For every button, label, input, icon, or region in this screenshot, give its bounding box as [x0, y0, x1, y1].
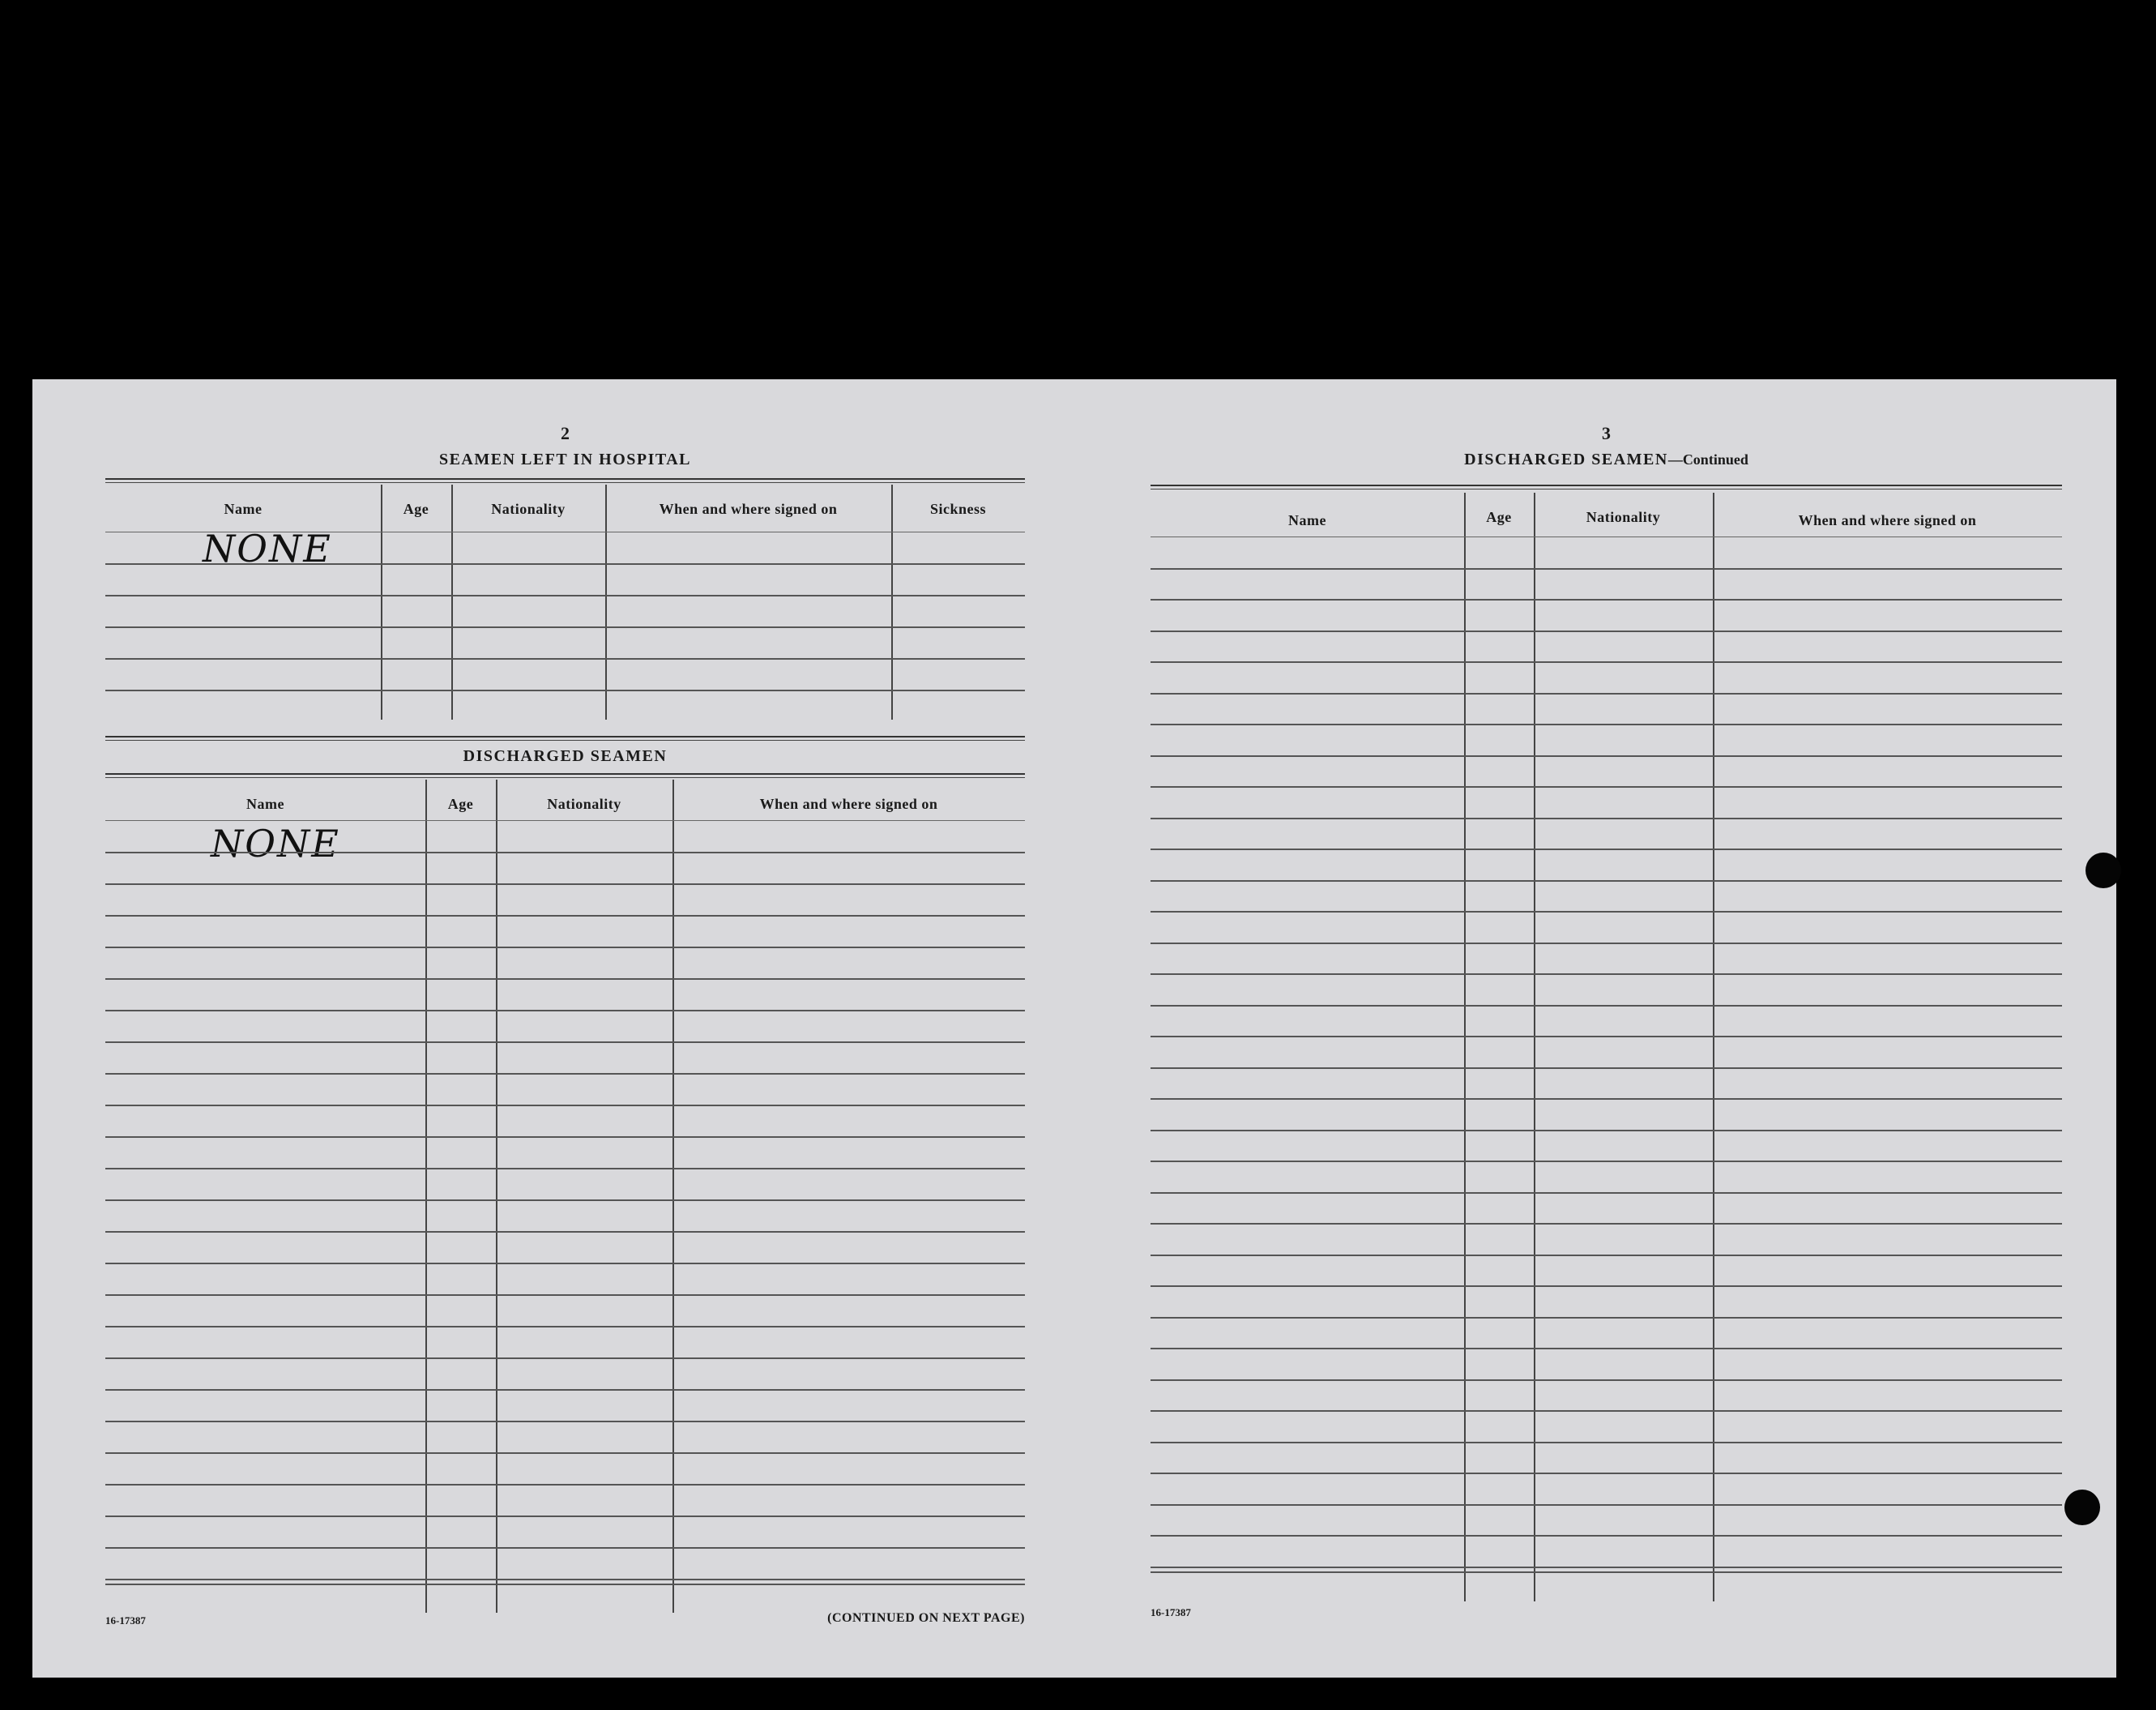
column-separator	[1713, 493, 1714, 1601]
punch-hole	[2064, 1490, 2100, 1525]
double-rule	[1151, 485, 2062, 489]
form-code: 16-17387	[105, 1614, 146, 1627]
table-row	[1151, 1379, 2062, 1381]
table-row	[1151, 786, 2062, 788]
table-row	[1151, 1317, 2062, 1319]
table-row	[1151, 849, 2062, 850]
table-row	[105, 1294, 1025, 1296]
header-name: Name	[1288, 512, 1326, 528]
table-row	[105, 1105, 1025, 1106]
hospital-table	[105, 485, 1025, 728]
table-row	[1151, 818, 2062, 819]
table-row	[105, 820, 1025, 821]
hospital-section-title: SEAMEN LEFT IN HOSPITAL	[438, 451, 692, 468]
table-row	[105, 1199, 1025, 1201]
table-row	[1151, 1410, 2062, 1412]
column-separator	[381, 485, 382, 720]
table-row	[105, 595, 1025, 596]
double-rule	[105, 736, 1025, 741]
table-row	[105, 690, 1025, 691]
form-code: 16-17387	[1151, 1606, 1191, 1618]
table-row	[1151, 880, 2062, 882]
table-row	[105, 1547, 1025, 1549]
table-row	[1151, 1473, 2062, 1474]
table-row	[105, 563, 1025, 565]
table-row	[1151, 599, 2062, 601]
punch-hole	[2086, 853, 2121, 888]
table-row	[105, 883, 1025, 885]
table-row	[1151, 755, 2062, 757]
column-separator	[605, 485, 607, 720]
column-separator	[672, 780, 674, 1613]
table-row	[1151, 1504, 2062, 1506]
column-separator	[496, 780, 497, 1613]
page-number: 3	[1602, 423, 1611, 443]
header-when-where-signed-on: When and where signed on	[659, 501, 838, 517]
table-row	[1151, 1067, 2062, 1069]
table-row	[1151, 943, 2062, 944]
header-name: Name	[224, 501, 263, 517]
table-row	[105, 1579, 1025, 1580]
form-sheet	[32, 379, 2116, 1678]
table-row	[1151, 1442, 2062, 1443]
table-row	[1151, 1348, 2062, 1349]
table-row	[105, 1041, 1025, 1043]
table-row	[105, 1073, 1025, 1075]
handwritten-entry: NONE	[211, 822, 340, 866]
table-row	[1151, 1161, 2062, 1162]
table-row	[1151, 911, 2062, 913]
header-nationality: Nationality	[491, 501, 566, 517]
table-row	[105, 1389, 1025, 1391]
table-row	[1151, 1567, 2062, 1568]
table-row	[105, 1357, 1025, 1359]
table-row	[1151, 1036, 2062, 1037]
header-when-where-signed-on: When and where signed on	[1798, 512, 1977, 528]
table-row	[105, 658, 1025, 660]
table-row	[105, 1168, 1025, 1169]
table-row	[105, 1010, 1025, 1011]
discharged-continued-title	[1151, 451, 2062, 469]
column-separator	[1534, 493, 1535, 1601]
table-row	[105, 1421, 1025, 1422]
table-row	[105, 852, 1025, 853]
header-age: Age	[1486, 509, 1512, 525]
discharged-section-title: DISCHARGED SEAMEN	[463, 747, 668, 765]
header-sickness: Sickness	[929, 501, 987, 517]
table-row	[1151, 1285, 2062, 1287]
table-row	[1151, 631, 2062, 632]
column-separator	[1464, 493, 1466, 1601]
table-row	[105, 1231, 1025, 1233]
table-row	[1151, 1535, 2062, 1537]
page-number: 2	[561, 423, 570, 443]
table-row	[105, 1452, 1025, 1454]
table-row	[105, 1136, 1025, 1138]
double-rule	[105, 478, 1025, 483]
handwritten-entry: NONE	[203, 527, 332, 571]
header-age: Age	[447, 796, 474, 812]
column-separator	[451, 485, 453, 720]
header-age: Age	[403, 501, 429, 517]
table-row	[105, 915, 1025, 917]
table-row	[1151, 568, 2062, 570]
table-row	[105, 1515, 1025, 1517]
discharged-continued-table	[1151, 493, 2062, 1611]
table-row	[1151, 973, 2062, 975]
title-suffix: —Continued	[1667, 451, 1748, 468]
table-row	[1151, 724, 2062, 725]
table-bottom-rule	[105, 1584, 1025, 1585]
table-row	[105, 1484, 1025, 1486]
table-row	[1151, 661, 2062, 663]
column-separator	[891, 485, 893, 720]
table-row	[105, 978, 1025, 980]
column-separator	[425, 780, 427, 1613]
table-row	[1151, 693, 2062, 695]
table-row	[1151, 1192, 2062, 1194]
table-row	[1151, 1130, 2062, 1131]
table-row	[105, 1263, 1025, 1264]
discharged-table	[105, 780, 1025, 1622]
header-nationality: Nationality	[1586, 509, 1661, 525]
title-main: DISCHARGED SEAMEN	[1464, 451, 1668, 468]
header-nationality: Nationality	[547, 796, 621, 812]
double-rule	[105, 773, 1025, 778]
header-when-where-signed-on: When and where signed on	[759, 796, 938, 812]
header-name: Name	[246, 796, 284, 812]
table-row	[105, 626, 1025, 628]
table-row	[105, 947, 1025, 948]
continued-note: (CONTINUED ON NEXT PAGE)	[827, 1611, 1025, 1625]
table-row	[105, 1326, 1025, 1327]
table-row	[1151, 1005, 2062, 1007]
table-row	[1151, 1098, 2062, 1100]
table-row	[1151, 1223, 2062, 1225]
table-bottom-rule	[1151, 1571, 2062, 1573]
table-row	[1151, 1255, 2062, 1256]
